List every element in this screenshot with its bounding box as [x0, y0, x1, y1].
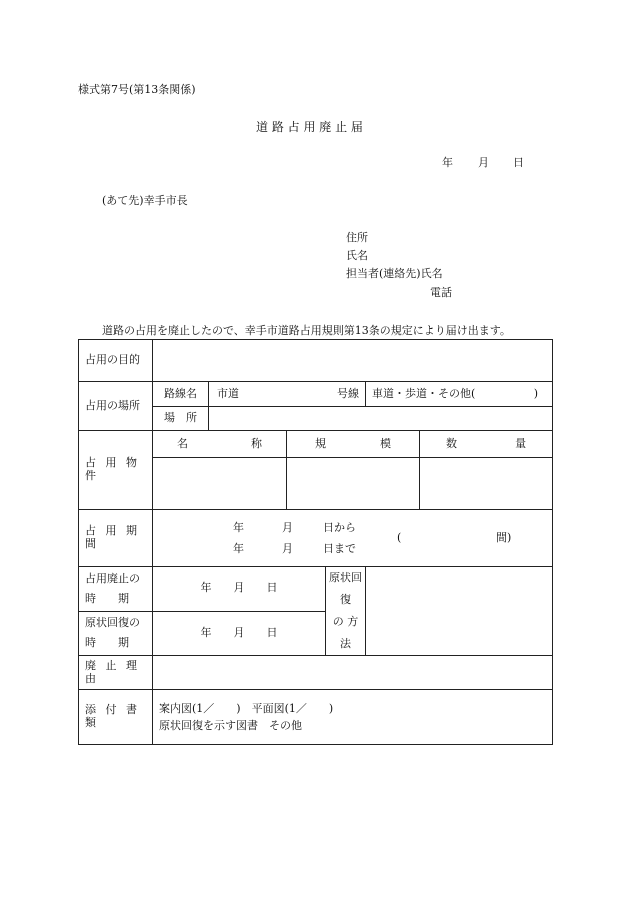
attachments-line-2: 原状回復を示す図書 その他 [159, 719, 302, 732]
restore-method-field[interactable] [366, 567, 553, 656]
city-road-label: 市道 [217, 386, 239, 400]
road-type-close: ) [533, 386, 539, 400]
route-label: 路線名 [153, 382, 209, 407]
place-label: 場 所 [153, 407, 209, 431]
purpose-label: 占用の目的 [79, 340, 153, 382]
route-number-label: 号線 [337, 386, 359, 400]
period-duration-close: 間) [496, 531, 512, 544]
date-month-label: 月 [478, 156, 489, 169]
period-from-line: 年 月 日から [233, 521, 356, 534]
object-quantity-field[interactable] [420, 458, 553, 510]
occupation-period-label: 占 用 期 間 [79, 510, 153, 567]
phone-label: 電話 [430, 286, 452, 299]
addressee: (あて先)幸手市長 [102, 194, 188, 207]
attachments-field[interactable] [153, 690, 553, 745]
occupied-objects-label: 占 用 物 件 [79, 431, 153, 510]
declaration-statement: 道路の占用を廃止したので、幸手市道路占用規則第13条の規定により届け出ます。 [102, 324, 511, 337]
restore-time-label: 原状回復の 時 期 [79, 611, 153, 656]
form-number: 様式第7号(第13条関係) [78, 83, 196, 96]
abolition-form-table [78, 339, 553, 745]
contact-person-label: 担当者(連絡先)氏名 [346, 267, 443, 280]
period-duration-open: ( [397, 531, 402, 544]
abolish-date-field[interactable]: 年 月 日 [153, 567, 326, 612]
date-year-label: 年 [442, 156, 453, 169]
applicant-name-label: 氏名 [346, 249, 368, 262]
occupation-period-field[interactable] [153, 510, 553, 567]
column-header-scale: 規 模 [287, 431, 420, 458]
restore-method-label: 原状回復 の 方 法 [326, 567, 366, 656]
object-scale-field[interactable] [287, 458, 420, 510]
road-type-field[interactable] [366, 382, 553, 407]
column-header-quantity: 数 量 [420, 431, 553, 458]
location-label: 占用の場所 [79, 382, 153, 431]
date-day-label: 日 [513, 156, 524, 169]
object-name-field[interactable] [153, 458, 287, 510]
attachments-line-1: 案内図(1／ ) 平面図(1／ ) [159, 702, 334, 715]
restore-date-field[interactable]: 年 月 日 [153, 611, 326, 656]
period-to-line: 年 月 日まで [233, 542, 356, 555]
column-header-name: 名 称 [153, 431, 287, 458]
abolition-reason-label: 廃 止 理 由 [79, 656, 153, 690]
abolition-reason-field[interactable] [153, 656, 553, 690]
form-title: 道 路 占 用 廃 止 届 [256, 120, 363, 134]
applicant-address-label: 住所 [346, 231, 368, 244]
attachments-label: 添 付 書 類 [79, 690, 153, 745]
abolish-time-label: 占用廃止の 時 期 [79, 567, 153, 612]
route-name-field[interactable] [209, 382, 366, 407]
place-field[interactable] [209, 407, 553, 431]
road-type-label: 車道・歩道・その他( [372, 386, 476, 400]
purpose-field[interactable] [153, 340, 553, 382]
